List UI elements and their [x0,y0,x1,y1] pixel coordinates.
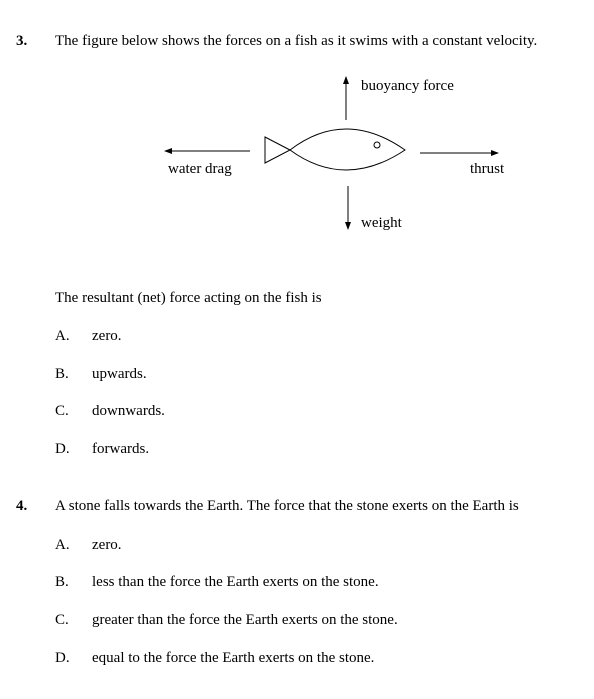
q4-option-b-letter: B. [55,574,69,590]
q3-option-d-text: forwards. [92,441,150,457]
buoyancy-force-label: buoyancy force [361,78,454,94]
fish-tail [265,137,290,163]
q3-option-c-text: downwards. [92,403,165,419]
q4-option-a-text: zero. [92,537,122,553]
question-4-number: 4. [16,498,28,514]
question-4-stem: A stone falls towards the Earth. The force that the stone exerts on the Earth is [55,498,519,514]
q3-option-b-text: upwards. [92,366,147,382]
q4-option-d-letter: D. [55,650,70,666]
q4-option-b-text: less than the force the Earth exerts on the stone. [92,574,379,590]
q4-option-c-text: greater than the force the Earth exerts on the stone. [92,612,398,628]
weight-label: weight [361,215,402,231]
q3-option-b-letter: B. [55,366,69,382]
q4-option-a-letter: A. [55,537,70,553]
q3-option-a-text: zero. [92,328,122,344]
q3-option-d-letter: D. [55,441,70,457]
q4-option-c-letter: C. [55,612,69,628]
question-3-prompt: The resultant (net) force acting on the fish is [55,290,322,306]
q3-option-c-letter: C. [55,403,69,419]
thrust-label: thrust [470,161,505,177]
water-drag-label: water drag [168,161,232,177]
q3-option-a-letter: A. [55,328,70,344]
question-3-number: 3. [16,33,28,49]
fish-eye [374,142,380,148]
fish-body [290,129,405,170]
question-3-stem: The figure below shows the forces on a fish as it swims with a constant velocity. [55,33,538,49]
q4-option-d-text: equal to the force the Earth exerts on the stone. [92,650,375,666]
